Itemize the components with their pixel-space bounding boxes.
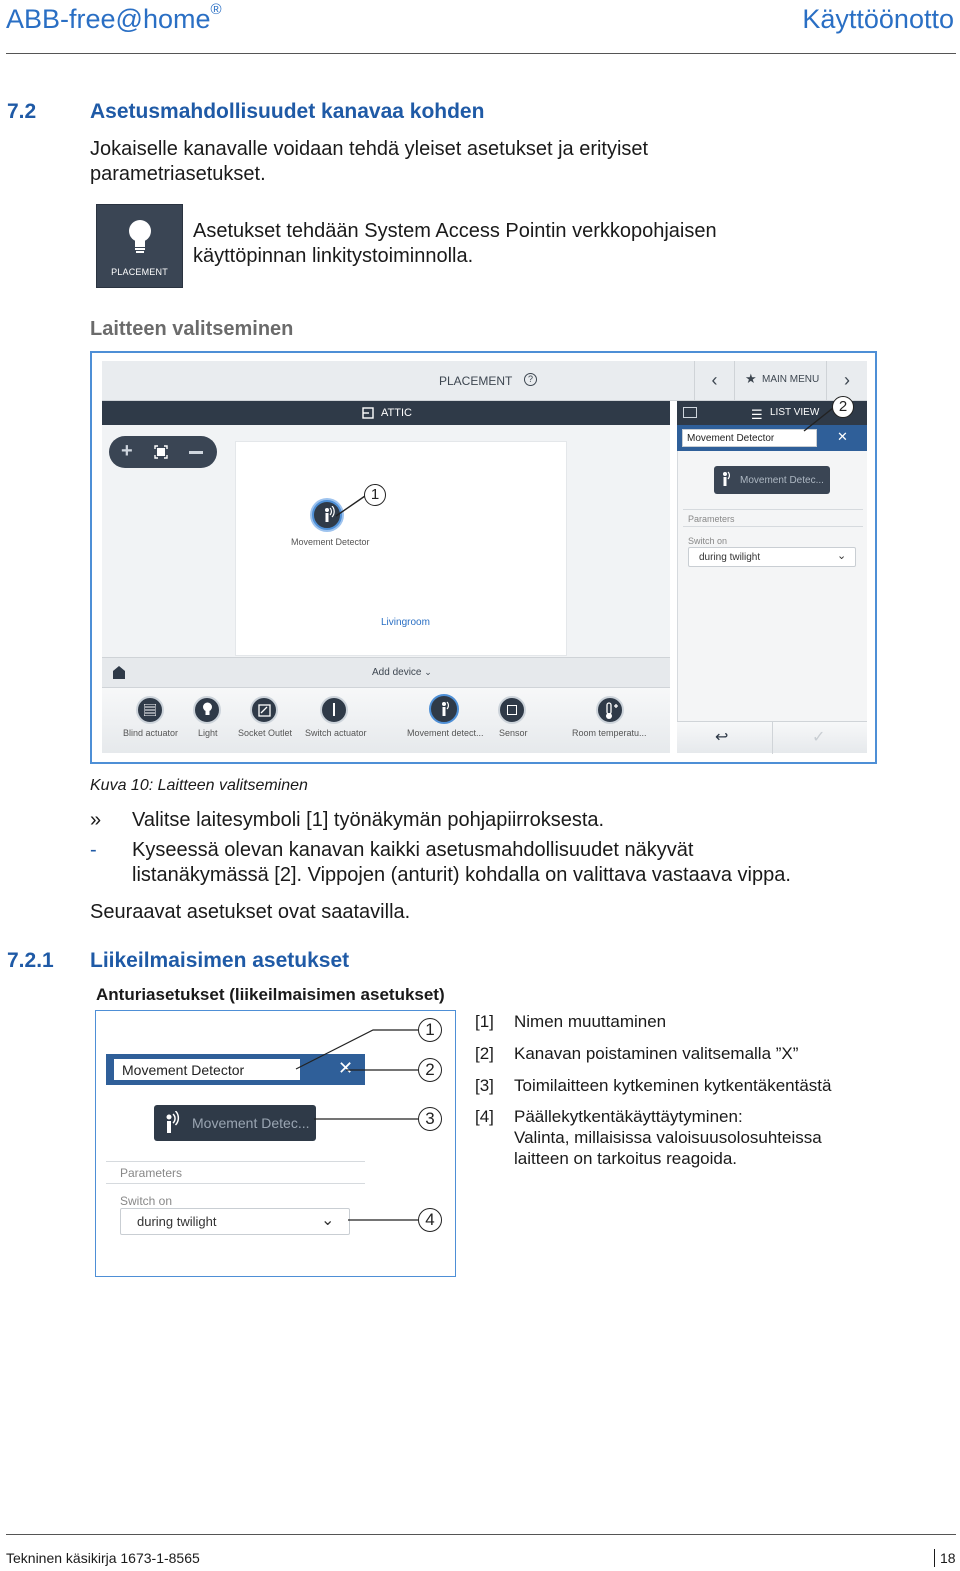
- callout-1: 1: [418, 1018, 442, 1042]
- figure-caption: Kuva 10: Laitteen valitseminen: [90, 777, 308, 794]
- ref-number: [4]: [475, 1107, 494, 1126]
- footer-rule: [6, 1534, 956, 1535]
- ref-text-line2: Valinta, millaisissa valoisuusolosuhteissa: [514, 1128, 822, 1147]
- bullet-symbol: »: [90, 809, 102, 831]
- dash-symbol: -: [90, 839, 97, 861]
- back-arrow-icon[interactable]: ↩: [715, 729, 729, 746]
- callout-3: 3: [418, 1107, 442, 1131]
- chevron-down-icon: ⌄: [321, 1212, 335, 1229]
- document-brand: ABB-free@home®: [6, 1, 222, 34]
- dash-text-line2: listanäkymässä [2]. Vippojen (anturit) kohdalla on valittava vastaava vippa.: [132, 864, 791, 886]
- help-icon[interactable]: ?: [524, 373, 537, 386]
- footer-document: Tekninen käsikirja 1673-1-8565: [6, 1550, 200, 1566]
- device-button-label: Movement Detec...: [740, 475, 824, 486]
- callout-lines: [92, 353, 879, 766]
- chevron-down-icon: ⌄: [837, 550, 847, 562]
- device-button-label: Movement Detec...: [192, 1115, 310, 1131]
- toolbar-label: Socket Outlet: [238, 728, 293, 738]
- toolbar-label: Light: [198, 728, 218, 738]
- placement-label: PLACEMENT: [111, 267, 168, 277]
- placement-screenshot: [90, 351, 877, 764]
- toolbar-label: Room temperatu...: [572, 728, 647, 738]
- ref-text: Toimilaitteen kytkeminen kytkentäkentästä: [514, 1076, 832, 1095]
- followup-text: Seuraavat asetukset ovat saatavilla.: [90, 901, 411, 923]
- ref-text-line3: laitteen on tarkoitus reagoida.: [514, 1149, 738, 1168]
- ref-text: Kanavan poistaminen valitsemalla ”X”: [514, 1044, 799, 1063]
- ref-number: [1]: [475, 1012, 494, 1031]
- sensor-settings-figure: [95, 1010, 456, 1277]
- callout-4: 4: [418, 1208, 442, 1232]
- switch-on-value: during twilight: [137, 1214, 217, 1229]
- room-label: Livingroom: [381, 617, 430, 628]
- lightbulb-icon: [125, 217, 155, 259]
- delete-channel-button[interactable]: ✕: [338, 1058, 354, 1078]
- add-device-button[interactable]: Add device ⌄: [372, 667, 432, 678]
- ref-text: Päällekytkentäkäyttäytyminen:: [514, 1107, 743, 1126]
- subsection-number: 7.2.1: [7, 949, 54, 972]
- placement-tile: [96, 204, 183, 288]
- star-icon: ★: [745, 371, 757, 386]
- bullet-text: Valitse laitesymboli [1] työnäkymän pohjapiirroksesta.: [132, 809, 605, 831]
- subsection-subheading: Anturiasetukset (liikeilmaisimen asetukset): [96, 985, 445, 1004]
- figure-subtitle: Laitteen valitseminen: [90, 318, 294, 340]
- subsection-title: Liikeilmaisimen asetukset: [90, 949, 350, 972]
- confirm-check-icon[interactable]: ✓: [812, 729, 826, 746]
- floor-name: ATTIC: [381, 407, 412, 419]
- section-title: Asetusmahdollisuudet kanavaa kohden: [90, 100, 485, 123]
- dash-text-line1: Kyseessä olevan kanavan kaikki asetusmahdollisuudet näkyvät: [132, 839, 694, 861]
- nav-next-button[interactable]: ›: [826, 361, 867, 401]
- device-label: Movement Detector: [291, 537, 370, 547]
- header-rule: [6, 53, 956, 54]
- toolbar-label: Blind actuator: [123, 728, 179, 738]
- callout-lines: [96, 1011, 457, 1278]
- ref-text: Nimen muuttaminen: [514, 1012, 667, 1031]
- switch-on-value: during twilight: [699, 552, 761, 563]
- list-view-label[interactable]: LIST VIEW: [770, 407, 820, 418]
- chapter-title: Käyttöönotto: [802, 4, 954, 34]
- callout-2: 2: [418, 1058, 442, 1082]
- toolbar-label: Movement detect...: [407, 728, 484, 738]
- name-field-value: Movement Detector: [122, 1062, 245, 1078]
- switch-on-label: Switch on: [688, 536, 728, 546]
- list-icon: ☰: [751, 407, 763, 422]
- parameters-label: Parameters: [688, 514, 735, 524]
- page-number: 18: [940, 1550, 956, 1566]
- callout-2: 2: [832, 396, 854, 418]
- callout-1: 1: [364, 484, 386, 506]
- toolbar-label: Switch actuator: [305, 728, 367, 738]
- nav-prev-button[interactable]: ‹: [694, 361, 734, 401]
- parameters-label: Parameters: [120, 1166, 183, 1180]
- section-number: 7.2: [7, 100, 37, 123]
- section-intro: Jokaiselle kanavalle voidaan tehdä yleiset asetukset ja erityiset parametriasetukset.: [90, 138, 649, 185]
- ref-number: [3]: [475, 1076, 494, 1095]
- placement-title: PLACEMENT: [439, 374, 513, 388]
- delete-channel-button[interactable]: ✕: [837, 429, 848, 444]
- name-field-value: Movement Detector: [687, 433, 775, 444]
- chevron-down-icon: ⌄: [424, 667, 432, 677]
- switch-on-label: Switch on: [120, 1194, 173, 1208]
- toolbar-label: Sensor: [499, 728, 528, 738]
- zoom-in-icon[interactable]: +: [121, 440, 133, 462]
- footer-divider: [934, 1549, 935, 1567]
- placement-text: Asetukset tehdään System Access Pointin verkkopohjaisen käyttöpinnan linkitystoiminnolla.: [193, 220, 717, 267]
- main-menu-label: MAIN MENU: [762, 374, 820, 385]
- ref-number: [2]: [475, 1044, 494, 1063]
